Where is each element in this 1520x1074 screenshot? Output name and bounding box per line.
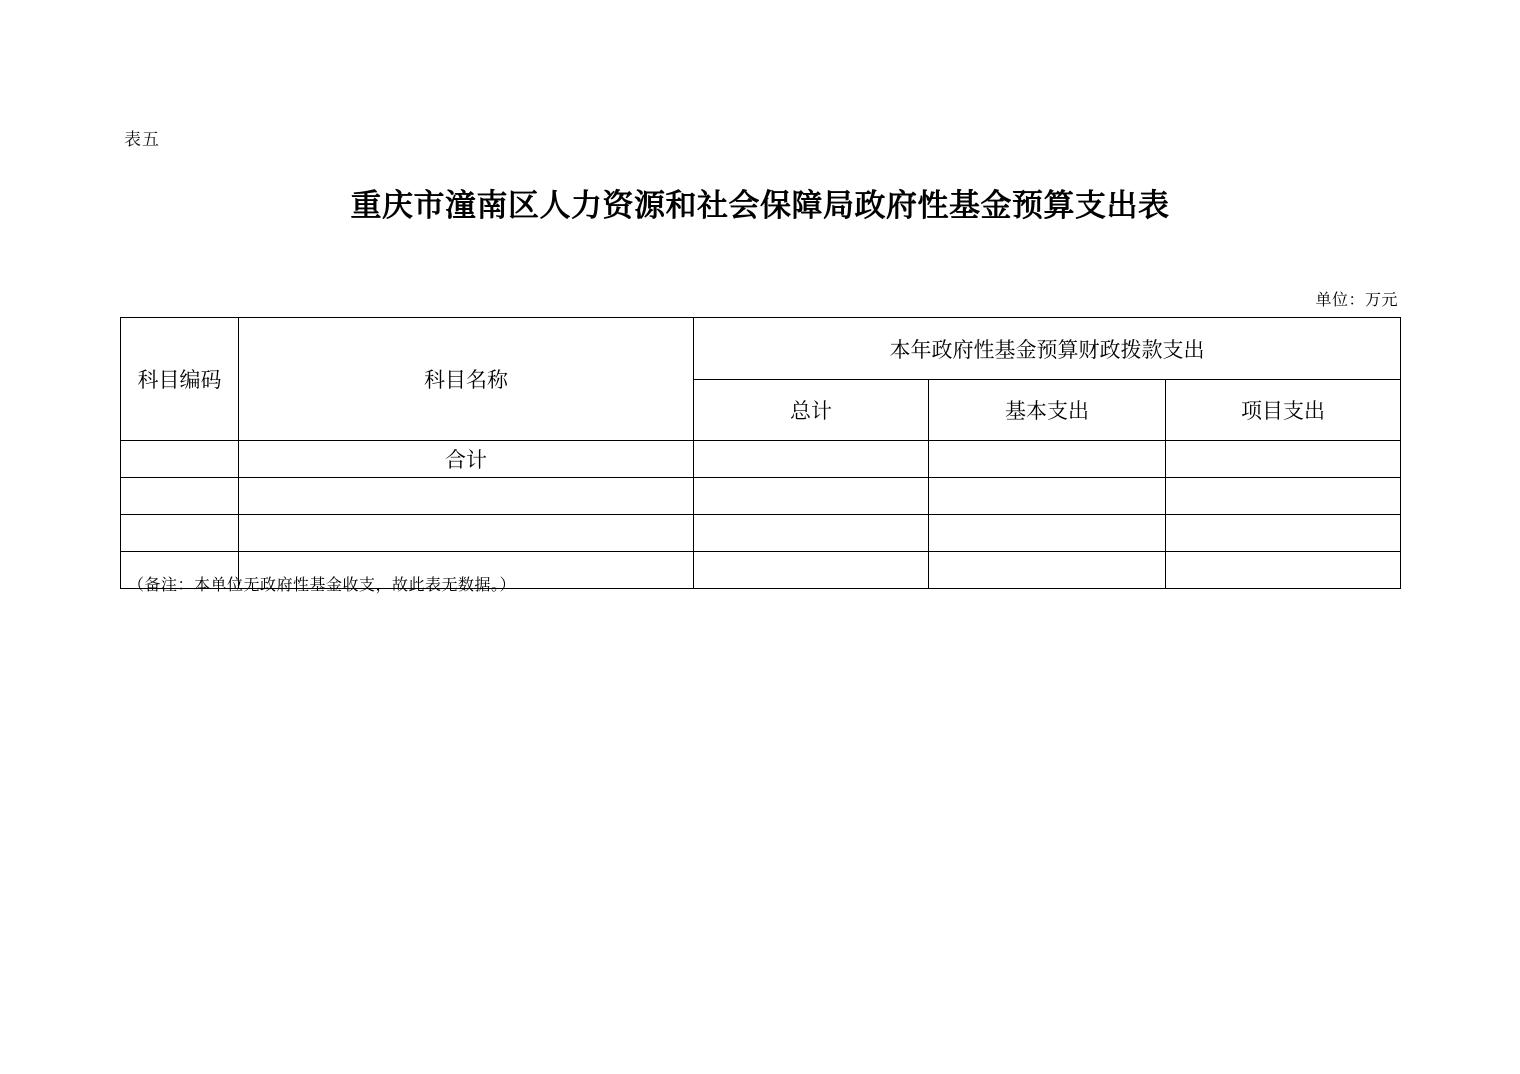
table-row xyxy=(121,515,1401,552)
table-header-row-group xyxy=(121,318,1401,380)
header-cell-basic: 基本支出 xyxy=(929,380,1166,441)
table-row xyxy=(121,478,1401,515)
header-cell-code: 科目编码 xyxy=(121,318,239,441)
cell-name: 合计 xyxy=(239,441,694,478)
cell-code xyxy=(121,441,239,478)
sheet-label: 表五 xyxy=(124,130,160,150)
table-footnote: （备注：本单位无政府性基金收支，故此表无数据。） xyxy=(128,575,517,594)
cell-project xyxy=(1166,478,1401,515)
header-cell-project: 项目支出 xyxy=(1166,380,1401,441)
cell-project xyxy=(1166,441,1401,478)
header-cell-name: 科目名称 xyxy=(239,318,694,441)
cell-basic xyxy=(929,552,1166,589)
cell-total xyxy=(694,552,929,589)
cell-basic xyxy=(929,441,1166,478)
cell-code xyxy=(121,478,239,515)
cell-basic xyxy=(929,478,1166,515)
header-cell-group: 本年政府性基金预算财政拨款支出 xyxy=(694,318,1401,380)
cell-name xyxy=(239,478,694,515)
cell-project xyxy=(1166,515,1401,552)
cell-name xyxy=(239,515,694,552)
cell-basic xyxy=(929,515,1166,552)
page-title: 重庆市潼南区人力资源和社会保障局政府性基金预算支出表 xyxy=(350,188,1170,224)
unit-note: 单位：万元 xyxy=(1315,290,1398,309)
cell-total xyxy=(694,441,929,478)
table-row xyxy=(121,441,1401,478)
cell-total xyxy=(694,478,929,515)
cell-project xyxy=(1166,552,1401,589)
cell-code xyxy=(121,515,239,552)
budget-expenditure-table xyxy=(120,317,1401,589)
header-cell-total: 总计 xyxy=(694,380,929,441)
cell-total xyxy=(694,515,929,552)
